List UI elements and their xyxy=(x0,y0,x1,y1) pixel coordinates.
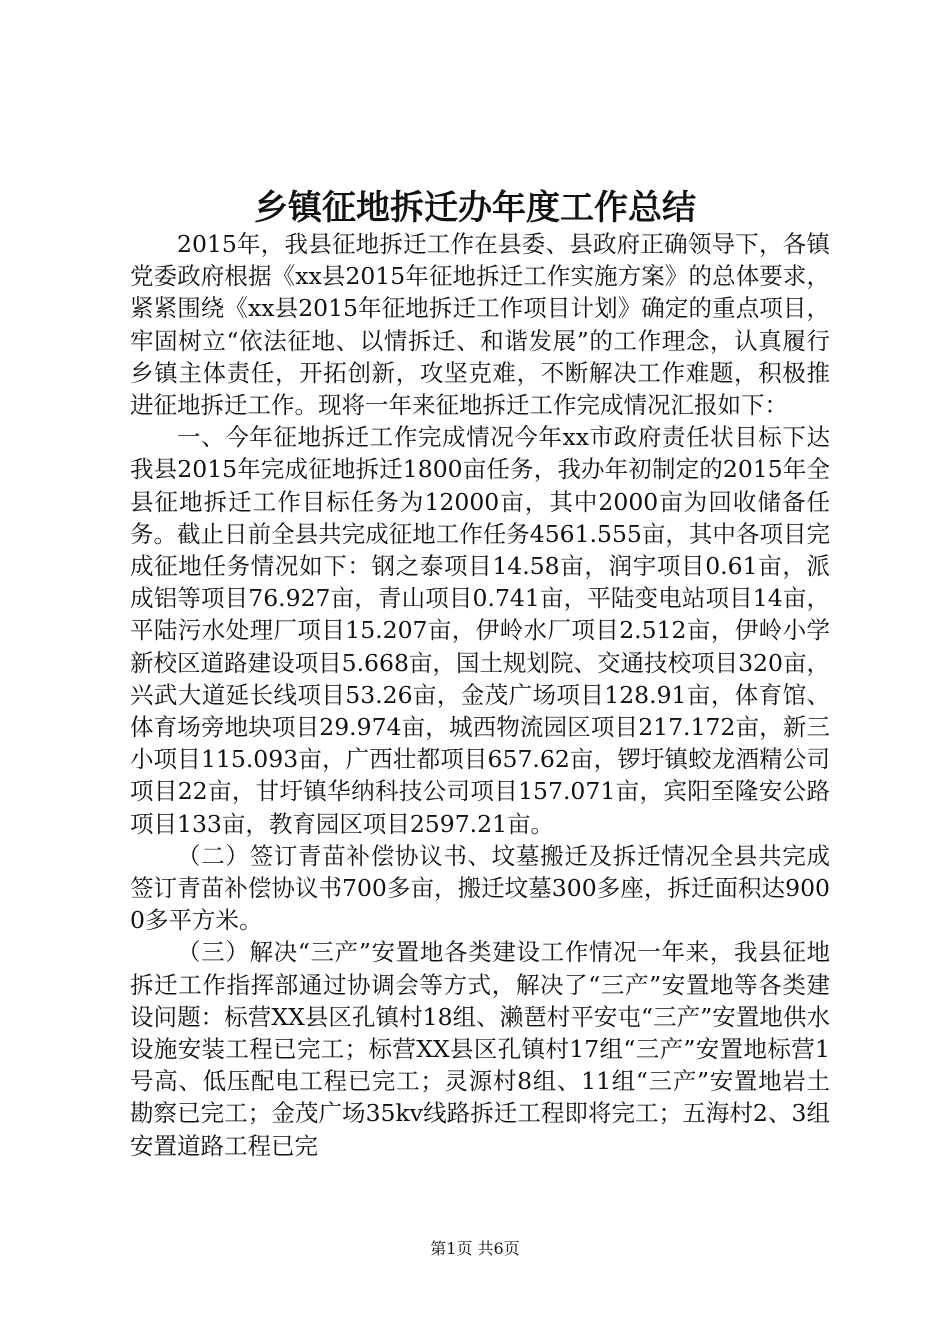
page-number-footer: 第1页 共6页 xyxy=(430,1239,520,1258)
paragraph-section-3: （三）解决“三产”安置地各类建设工作情况一年来，我县征地拆迁工作指挥部通过协调会等方式，解决了“三产”安置地等各类建设问题：标营XX县区孔镇村18组、濑琶村平安屯“三产”安置地供水设施安装工程已完工；标营XX县区孔镇村17组“三产”安置地标营1号高、低压配电工程已完工；灵源村8组、11组“三产”安置地岩土勘察已完工；金茂广场35kv线路拆迁工程即将完工；五海村2、3组安置道路工程已完 xyxy=(130,938,830,1160)
document-body xyxy=(130,228,830,1162)
paragraph-intro: 2015年，我县征地拆迁工作在县委、县政府正确领导下，各镇党委政府根据《xx县2015年征地拆迁工作实施方案》的总体要求，紧紧围绕《xx县2015年征地拆迁工作项目计划》确定的重点项目，牢固树立“依法征地、以情拆迁、和谐发展”的工作理念，认真履行乡镇主体责任，开拓创新，攻坚克难，不断解决工作难题，积极推进征地拆迁工作。现将一年来征地拆迁工作完成情况汇报如下： xyxy=(130,230,830,420)
paragraph-section-1: 一、今年征地拆迁工作完成情况今年xx市政府责任状目标下达我县2015年完成征地拆迁1800亩任务，我办年初制定的2015年全县征地拆迁工作目标任务为12000亩，其中2000亩为回收储备任务。截止日前全县共完成征地工作任务4561.555亩，其中各项目完成征地任务情况如下：钢之泰项目14.58亩，润宇项目0.61亩，派成铝等项目76.927亩，青山项目0.741亩，平陆变电站项目14亩，平陆污水处理厂项目15.207亩，伊岭水厂项目2.512亩，伊岭小学新校区道路建设项目5.668亩，国土规划院、交通技校项目320亩，兴武大道延长线项目53.26亩，金茂广场项目128.91亩，体育馆、体育场旁地块项目29.974亩，城西物流园区项目217.172亩，新三小项目115.093亩，广西壮都项目657.62亩，锣圩镇蛟龙酒精公司项目22亩，甘圩镇华纳科技公司项目157.071亩，宾阳至隆安公路项目133亩，教育园区项目2597.21亩。 xyxy=(130,423,830,838)
document-title: 乡镇征地拆迁办年度工作总结 xyxy=(254,188,696,228)
paragraph-section-2: （二）签订青苗补偿协议书、坟墓搬迁及拆迁情况全县共完成签订青苗补偿协议书700多亩，搬迁坟墓300多座，拆迁面积达9000多平方米。 xyxy=(130,841,830,935)
